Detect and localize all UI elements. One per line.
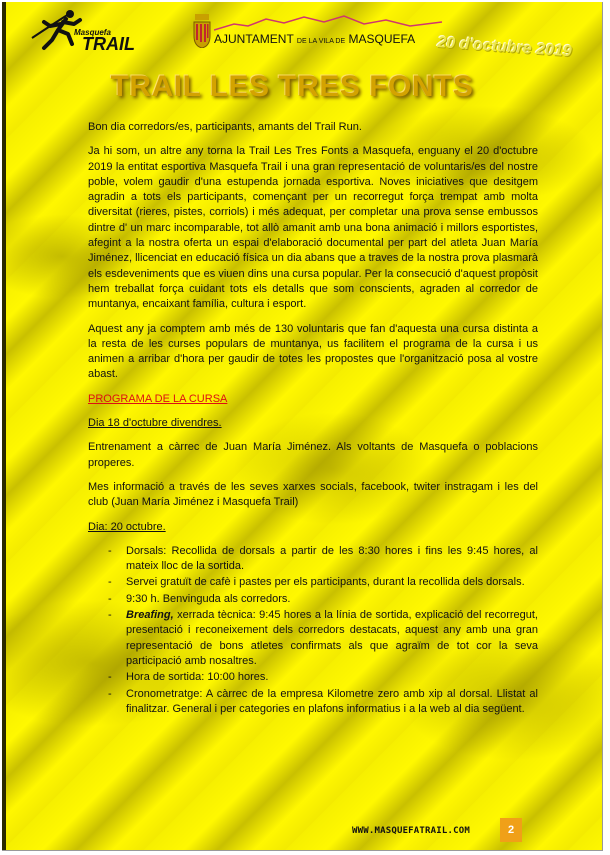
- volunteers-paragraph: Aquest any ja comptem amb més de 130 voluntaris que fan d'aquesta una cursa distinta a la resta de les curses populars de muntanya, us facilitem el programa de la cursa i us animen a arribar d'hora per gaudir de totes les propostes que l'organització posa al vostre abast.: [88, 322, 538, 381]
- list-item: [108, 544, 538, 575]
- town-name-suffix: MASQUEFA: [348, 32, 416, 46]
- list-item: [108, 670, 538, 685]
- ajuntament-name: [214, 32, 415, 46]
- day1-training-paragraph: Entrenament a càrrec de Juan María Jiménez. Als voltants de Masquefa o poblacions properes.: [88, 441, 538, 469]
- intro-paragraph: Ja hi som, un altre any torna la Trail Les Tres Fonts a Masquefa, enguany el 20 d'octubre 2019 la entitat esportiva Masquefa Trail i una gran representació de voluntaris/es del nostre poble, volem gaudir d'una estupenda jornada esportiva. Noves iniciatives que desitgem agradin a tots els participants, començant per un recorregut força trempat amb molta diversitat (rieres, pistes, corriols) i més adequat, per completar una prova sense embussos dintre d' un marc incomparable, tot allò amanit amb una bona animació i millors esportistes, afegint a la nostra oferta un espai d'elaboració documental per part del atleta Juan María Jiménez, llicenciat en educació física un dia abans que a traves de la nostra prova plasmarà els esdeveniments que es viuen dins una cursa popular. Per la consecució d'aquest propòsit hem treballat força cuidant tots els detalls que som conscients, agraden al corredor de muntanya, encaixant família, cultura i esport.: [88, 145, 538, 311]
- list-item-text: 9:30 h. Benvinguda als corredors.: [126, 592, 291, 605]
- event-date: 20 d'octubre 2019: [436, 34, 573, 61]
- list-item-text: Cronometratge: A càrrec de la empresa Kilometre zero amb xip al dorsal. Llistat al finalitzar. General i per categories en plafons informatius i a la web al dia següent.: [126, 687, 538, 715]
- trail-logo-small-text: Masquefa: [74, 28, 111, 37]
- day1-info-paragraph: Mes informació a través de les seves xarxes socials, facebook, twiter instragam i les del club (Juan María Jiménez i Masquefa Trail): [88, 480, 538, 509]
- trail-logo-big-text: TRAIL: [82, 34, 135, 54]
- day1-heading: Dia 18 d'octubre divendres.: [88, 417, 222, 430]
- document-page: [2, 2, 603, 851]
- bullet-dash: -: [108, 576, 112, 589]
- town-coat-of-arms-icon: [192, 14, 212, 48]
- ajuntament-logo: [192, 14, 442, 50]
- masquefa-trail-logo: [30, 8, 140, 54]
- list-item-text: xerrada tècnica: 9:45 hores a la línia de sortida, explicació del recorregut, presentació i reconeixement dels corredors destacats, aquest any amb una gran representació de bons atletes confirmats als que agraïm de tot cor la seva participació amb nosaltres.: [126, 609, 538, 667]
- bullet-dash: -: [108, 671, 112, 684]
- list-item-text: Hora de sortida: 10:00 hores.: [126, 671, 269, 684]
- day2-heading: Dia: 20 octubre.: [88, 520, 166, 533]
- bullet-dash: -: [108, 544, 112, 557]
- list-item-text: Servei gratuït de cafè i pastes per els participants, durant la recollida dels dorsals.: [126, 576, 525, 589]
- list-item: [108, 687, 538, 718]
- greeting: Bon dia corredors/es, participants, amants del Trail Run.: [88, 121, 362, 133]
- bullet-dash: -: [108, 609, 112, 622]
- left-border-rule: [2, 2, 6, 850]
- footer-website-url: WWW.MASQUEFATRAIL.COM: [352, 826, 470, 836]
- document-title: TRAIL LES TRES FONTS: [110, 70, 474, 103]
- bullet-dash: -: [108, 592, 112, 605]
- program-heading: PROGRAMA DE LA CURSA: [88, 392, 228, 405]
- page-number-badge: 2: [500, 818, 522, 842]
- mountain-skyline-icon: [214, 14, 444, 32]
- town-name-prefix: AJUNTAMENT: [214, 32, 294, 46]
- list-item-text: Dorsals: Recollida de dorsals a partir de les 8:30 hores i fins les 9:45 hores, al mateix lloc de la sortida.: [126, 544, 538, 573]
- town-name-mid: DE LA VILA DE: [296, 38, 346, 45]
- list-item: [108, 575, 538, 590]
- bullet-dash: -: [108, 687, 112, 700]
- document-body: [88, 120, 538, 718]
- list-item: [108, 608, 538, 669]
- list-item: [108, 592, 538, 607]
- day2-schedule-list: [88, 544, 538, 717]
- list-item-lead: Breafing,: [126, 609, 174, 622]
